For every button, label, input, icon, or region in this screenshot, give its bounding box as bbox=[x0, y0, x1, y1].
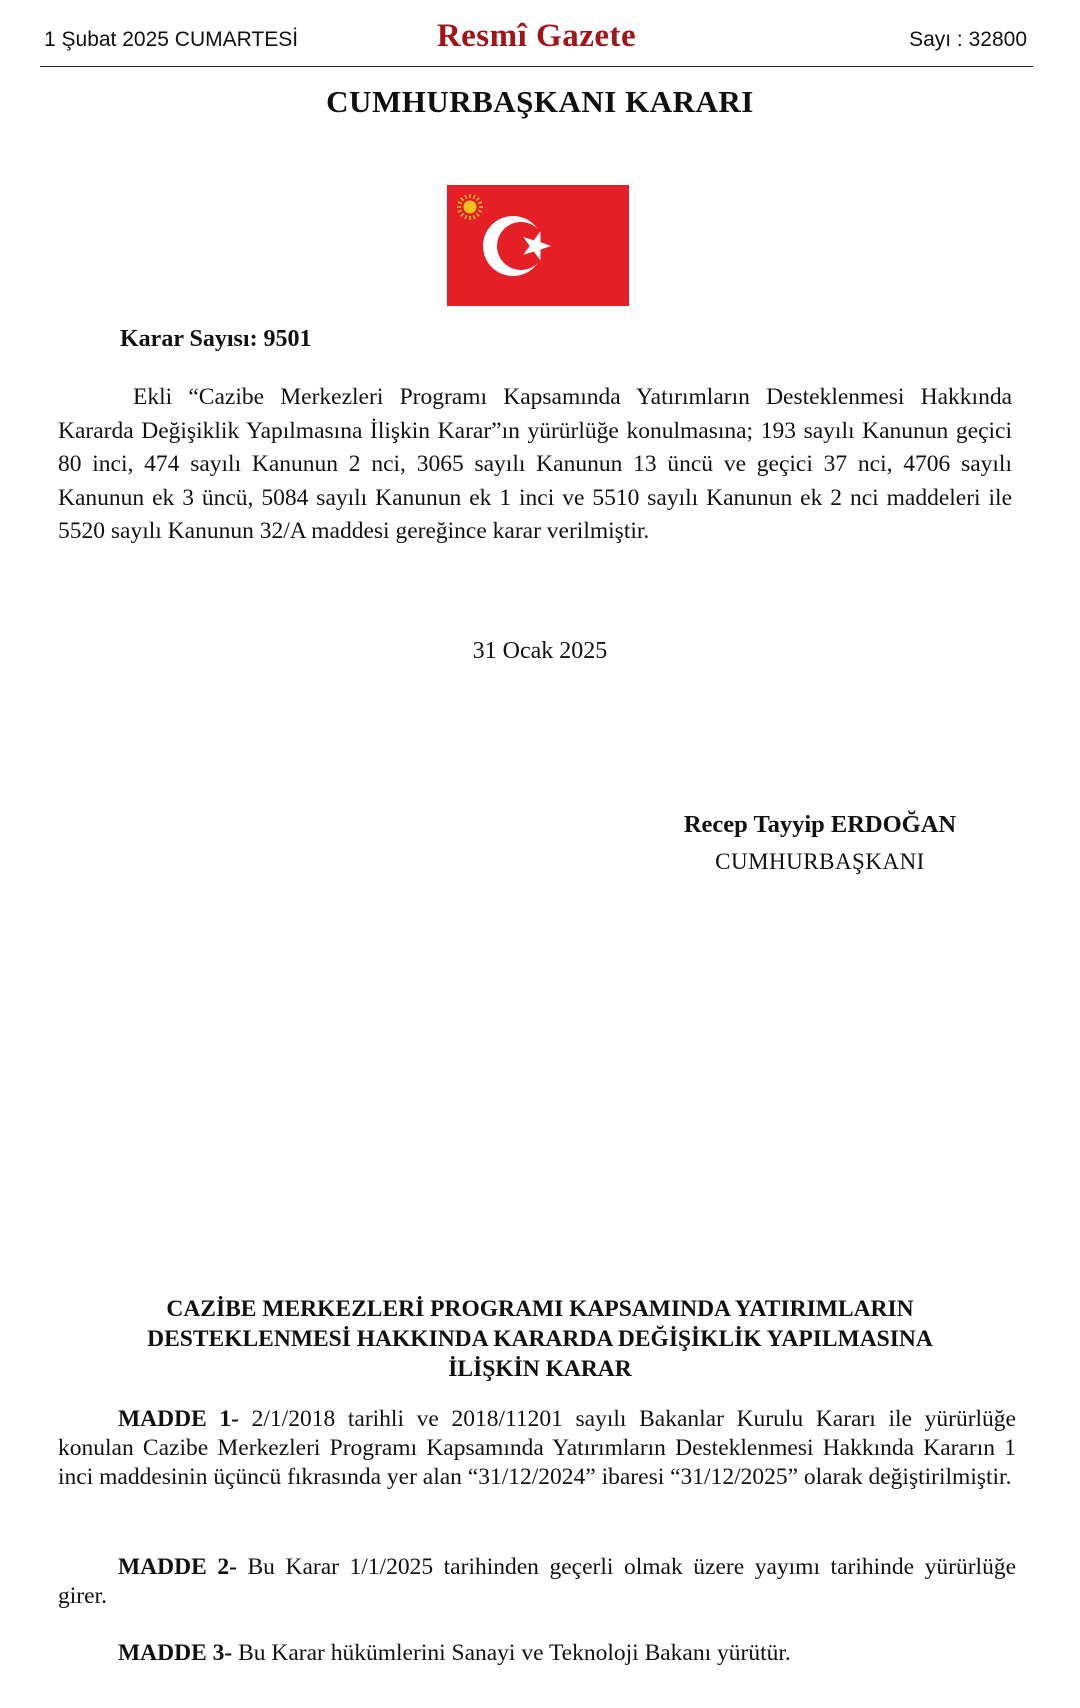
decision-preamble: Ekli “Cazibe Merkezleri Programı Kapsamında Yatırımların Desteklenmesi Hakkında Kararda Değişiklik Yapılmasına İlişkin Karar”ın yürürlüğe konulmasına; 193 sayılı Kanunun geçici 80 inci, 474 sayılı Kanunun 2 nci, 3065 sayılı Kanunun 13 üncü ve geçici 37 nci, 4706 sayılı Kanunun ek 3 üncü, 5084 sayılı Kanunun ek 1 inci ve 5510 sayılı Kanunun ek 2 nci maddeleri ile 5520 sayılı Kanunun 32/A maddesi gereğince karar verilmiştir. bbox=[58, 384, 1012, 544]
article-3 bbox=[58, 1639, 1016, 1668]
header-date: 1 Şubat 2025 CUMARTESİ bbox=[44, 28, 299, 51]
annex-title-line: CAZİBE MERKEZLERİ PROGRAMI KAPSAMINDA YATIRIMLARIN bbox=[166, 1296, 914, 1322]
annex-title bbox=[90, 1294, 990, 1384]
article-text: Bu Karar hükümlerini Sanayi ve Teknoloji Bakanı yürütür. bbox=[232, 1640, 791, 1666]
annex-title-line: İLİŞKİN KARAR bbox=[448, 1356, 632, 1382]
article-text: 2/1/2018 tarihli ve 2018/11201 sayılı Bakanlar Kurulu Kararı ile yürürlüğe konulan Cazibe Merkezleri Programı Kapsamında Yatırımların Desteklenmesi Hakkında Kararın 1 inci maddesinin üçüncü fıkrasında yer alan “31/12/2024” ibaresi “31/12/2025” olarak değiştirilmiştir. bbox=[58, 1406, 1016, 1490]
presidential-seal-flag-icon bbox=[447, 185, 629, 306]
signature-block bbox=[660, 808, 980, 882]
signing-date: 31 Ocak 2025 bbox=[472, 638, 608, 664]
gazette-title: Resmî Gazete bbox=[436, 18, 637, 54]
article-1 bbox=[58, 1405, 1016, 1492]
signer-title: CUMHURBAŞKANI bbox=[715, 849, 925, 874]
article-label: MADDE 3- bbox=[118, 1640, 233, 1666]
signer-name: Recep Tayyip ERDOĞAN bbox=[683, 811, 957, 838]
document-type-heading: CUMHURBAŞKANI KARARI bbox=[326, 84, 754, 119]
article-2 bbox=[58, 1553, 1016, 1611]
gazette-header bbox=[40, 18, 1033, 67]
article-text: Bu Karar 1/1/2025 tarihinden geçerli olmak üzere yayımı tarihinde yürürlüğe girer. bbox=[58, 1554, 1017, 1609]
article-label: MADDE 2- bbox=[118, 1554, 237, 1580]
article-label: MADDE 1- bbox=[118, 1406, 239, 1432]
decision-number: Karar Sayısı: 9501 bbox=[120, 326, 312, 352]
issue-number: Sayı : 32800 bbox=[909, 28, 1027, 51]
annex-title-line: DESTEKLENMESİ HAKKINDA KARARDA DEĞİŞİKLİK YAPILMASINA bbox=[147, 1326, 933, 1352]
sun-emblem-icon bbox=[457, 194, 483, 220]
